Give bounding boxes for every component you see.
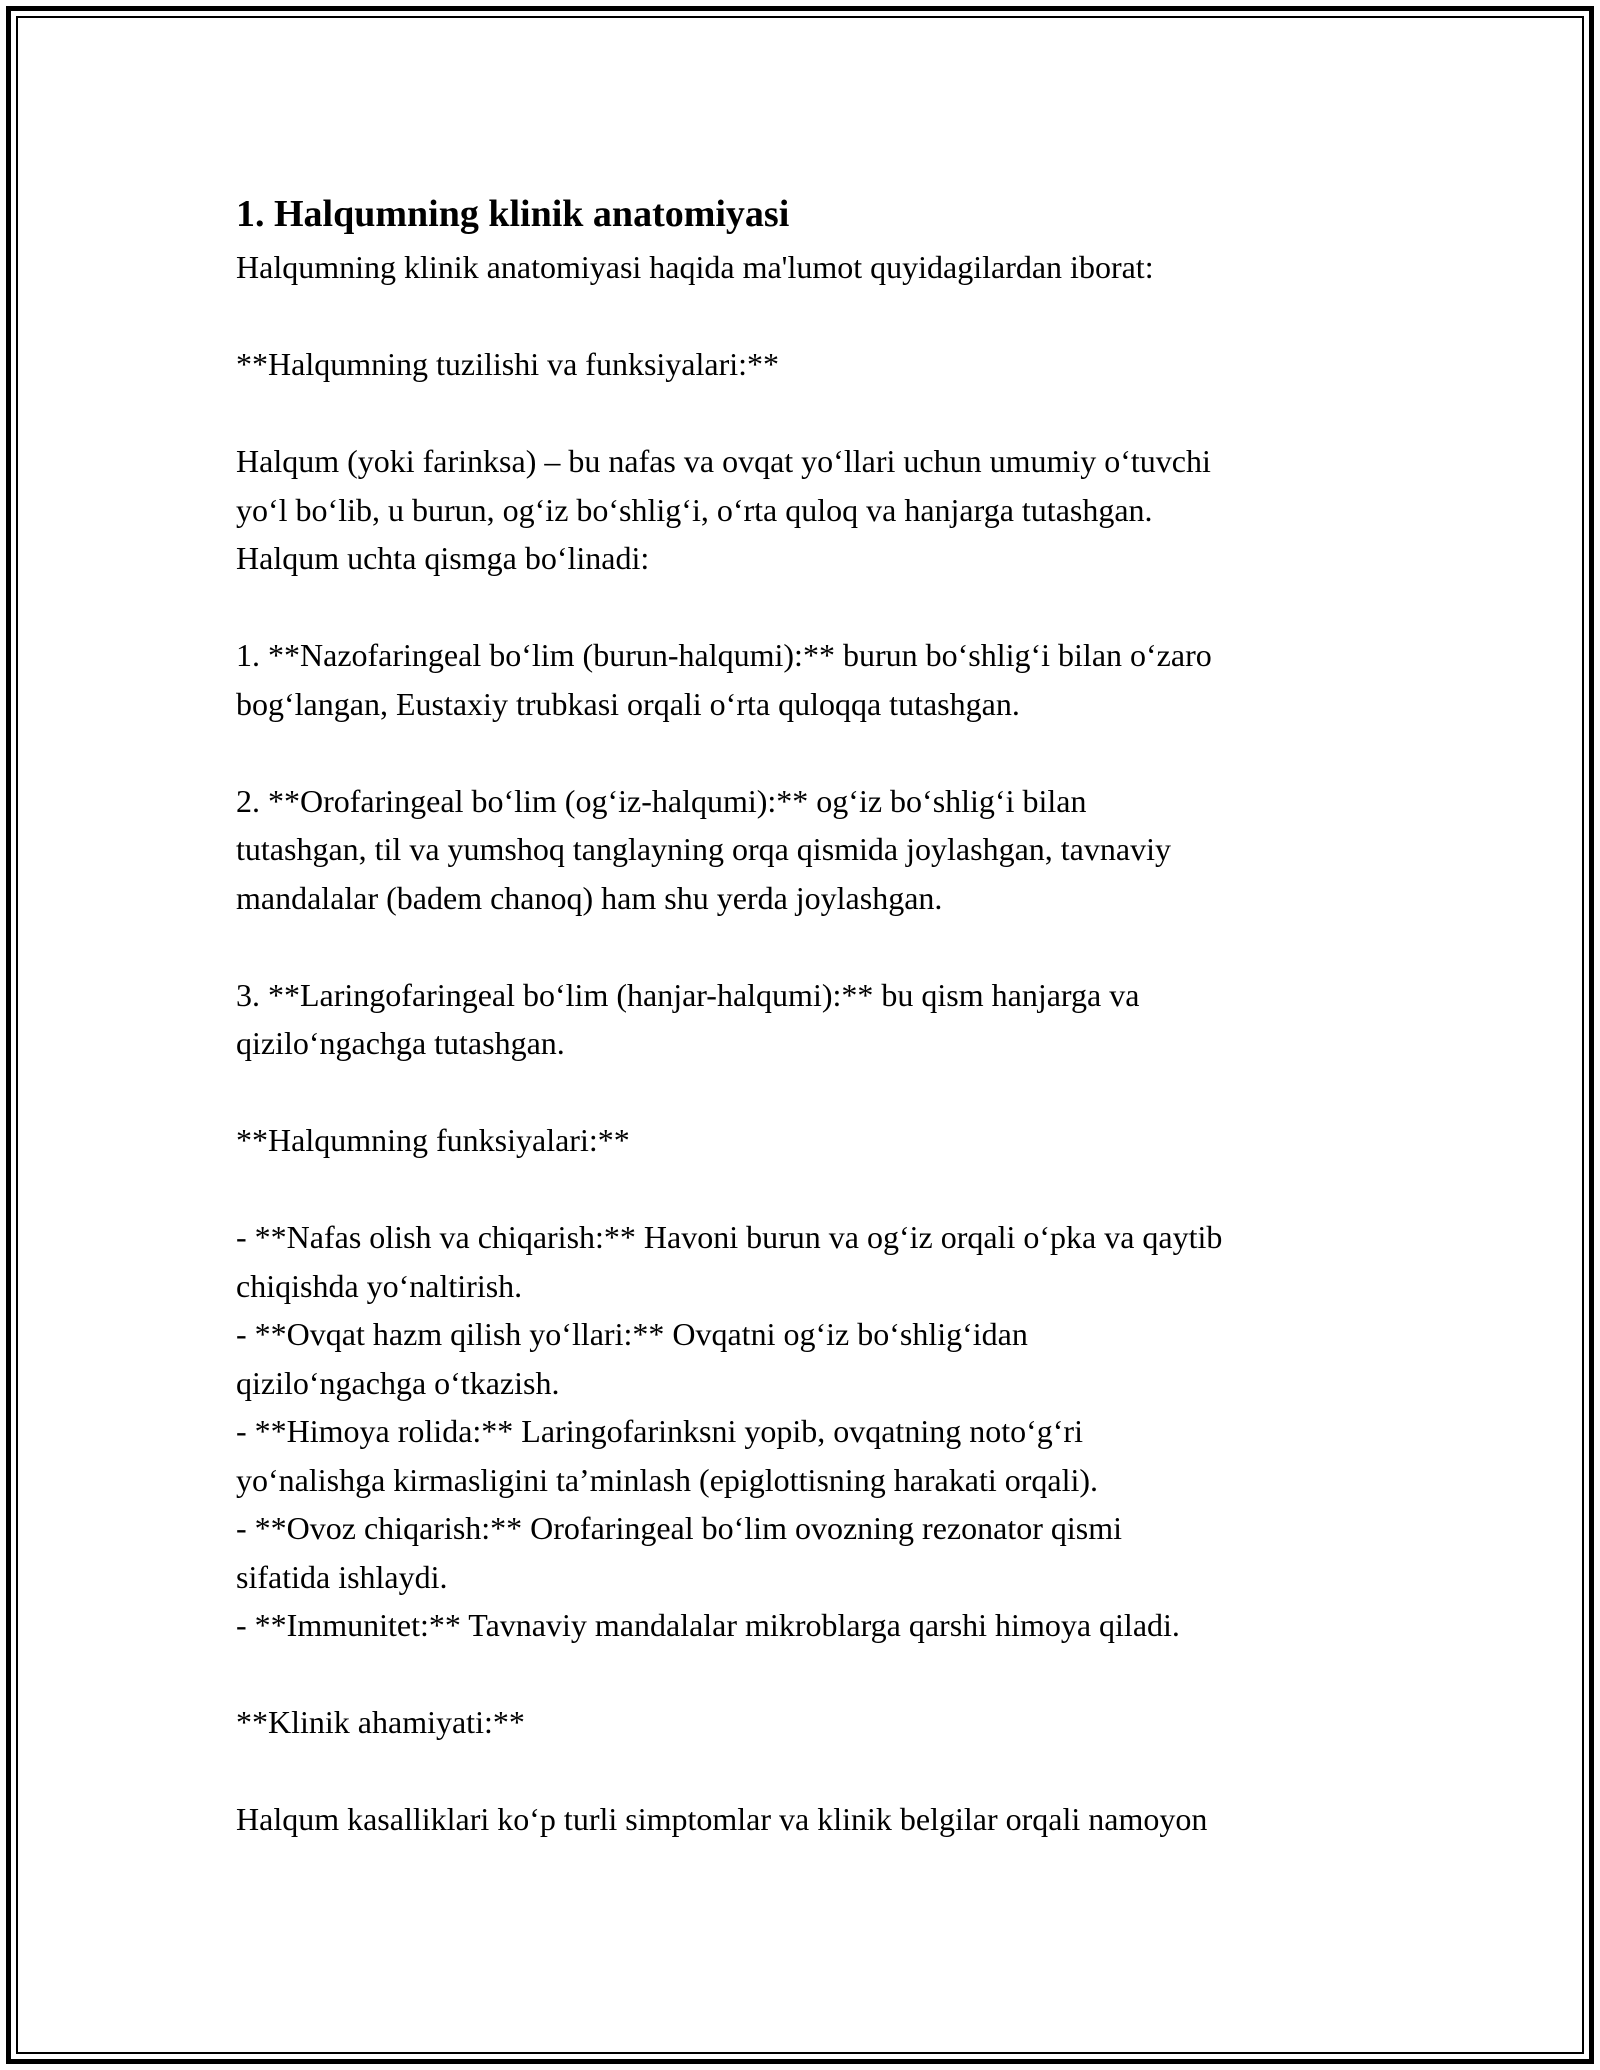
clinical-paragraph: Halqum kasalliklari ko‘p turli simptomlar va klinik belgilar orqali namoyon: [236, 1801, 1208, 1837]
part-1-paragraph: 1. **Nazofaringeal bo‘lim (burun-halqumi):** burun bo‘shlig‘i bilan o‘zaro bog‘langan, Eustaxiy trubkasi orqali o‘rta quloqqa tutashgan.: [236, 637, 1212, 722]
clinical-heading: **Klinik ahamiyati:**: [236, 1704, 525, 1740]
document-title: 1. Halqumning klinik anatomiyasi: [236, 193, 790, 235]
function-item: - **Ovqat hazm qilish yo‘llari:** Ovqatni og‘iz bo‘shlig‘idan qizilo‘ngachga o‘tkazish.: [236, 1316, 1028, 1401]
structure-heading: **Halqumning tuzilishi va funksiyalari:**: [236, 346, 780, 382]
part-3-paragraph: 3. **Laringofaringeal bo‘lim (hanjar-halqumi):** bu qism hanjarga va qizilo‘ngachga tutashgan.: [236, 976, 1140, 1061]
function-item: - **Immunitet:** Tavnaviy mandalalar mikroblarga qarshi himoya qiladi.: [236, 1607, 1180, 1643]
pharynx-paragraph: Halqum (yoki farinksa) – bu nafas va ovqat yo‘llari uchun umumiy o‘tuvchi yo‘l bo‘lib, u burun, og‘iz bo‘shlig‘i, o‘rta quloq va hanjarga tutashgan. Halqum uchta qismga bo‘linadi:: [236, 443, 1211, 576]
functions-heading: **Halqumning funksiyalari:**: [236, 1122, 630, 1158]
document-body: [236, 185, 1376, 1844]
function-item: - **Himoya rolida:** Laringofarinksni yopib, ovqatning noto‘g‘ri yo‘nalishga kirmasligini ta’minlash (epiglottisning harakati orqali).: [236, 1413, 1099, 1498]
intro-paragraph: Halqumning klinik anatomiyasi haqida ma'lumot quyidagilardan iborat:: [236, 249, 1154, 285]
part-2-paragraph: 2. **Orofaringeal bo‘lim (og‘iz-halqumi):** og‘iz bo‘shlig‘i bilan tutashgan, til va yumshoq tanglayning orqa qismida joylashgan, tavnaviy mandalalar (badem chanoq) ham shu yerda joylashgan.: [236, 782, 1171, 916]
function-item: - **Nafas olish va chiqarish:** Havoni burun va og‘iz orqali o‘pka va qaytib chiqishda yo‘naltirish.: [236, 1219, 1223, 1304]
function-item: - **Ovoz chiqarish:** Orofaringeal bo‘lim ovozning rezonator qismi sifatida ishlaydi.: [236, 1510, 1122, 1595]
